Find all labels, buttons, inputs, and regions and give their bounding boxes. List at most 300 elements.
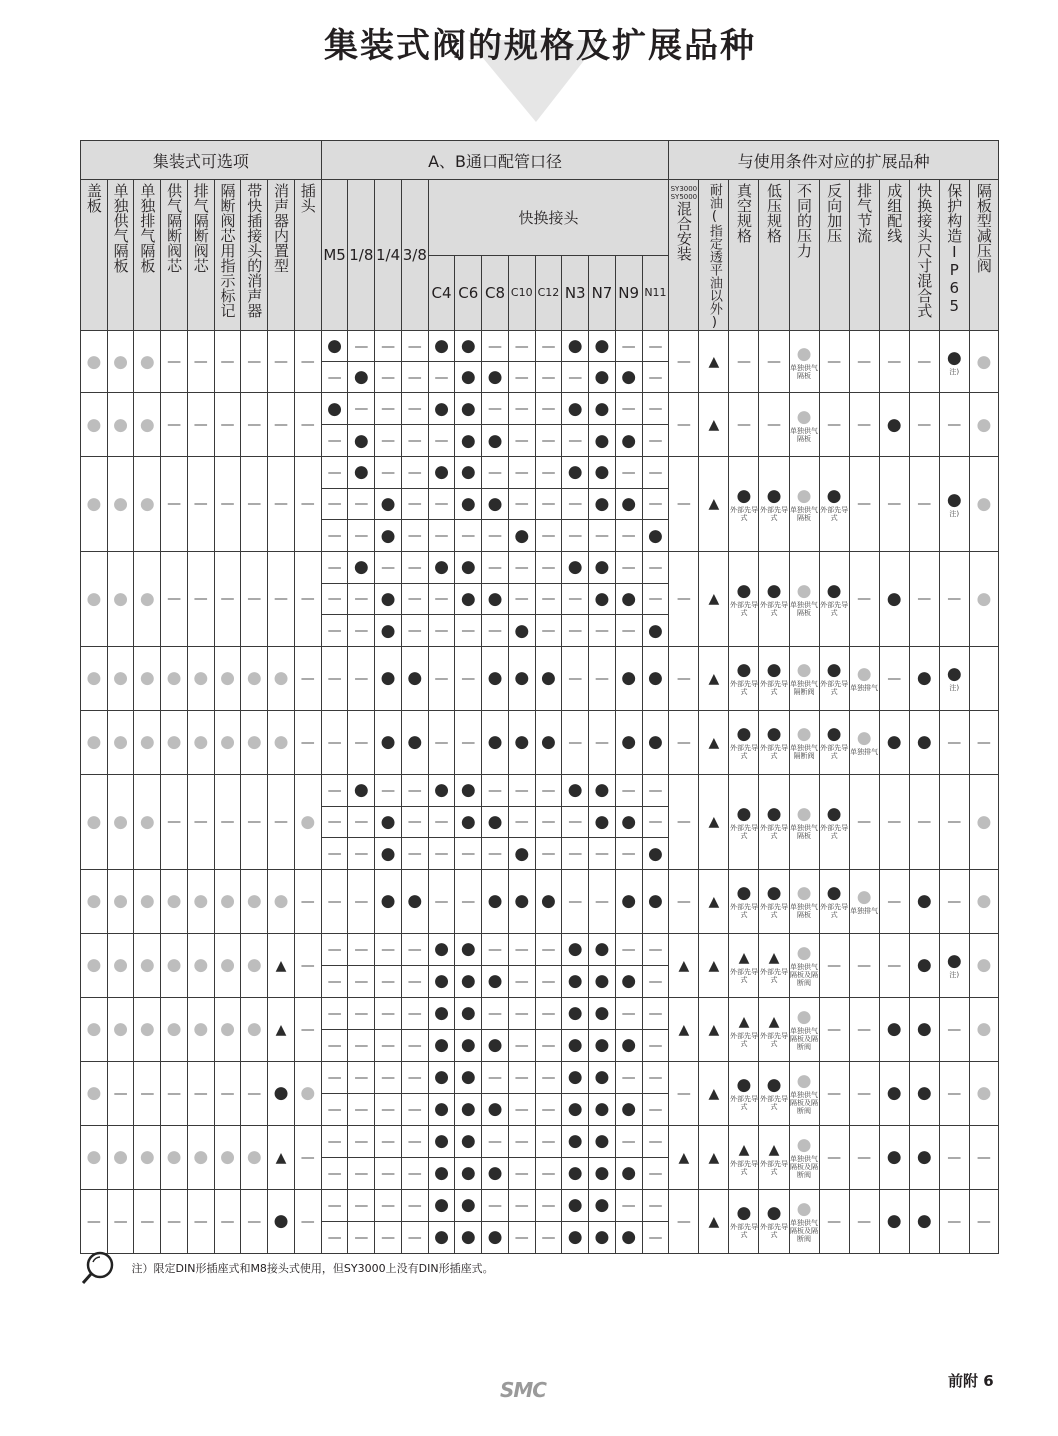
option-cell: ● [187,710,214,774]
option-cell: — [161,774,188,869]
ext-cell: ● [909,997,939,1061]
port-cell: ● [589,362,616,393]
option-cell: — [241,331,268,393]
port-cell: ● [615,425,642,457]
port-cell: — [562,838,589,870]
option-cell: ● [161,646,188,710]
port-cell: — [401,1221,428,1253]
port-cell: — [508,393,535,425]
port-cell: — [508,583,535,615]
col-quick-N7: N7 [589,255,616,331]
col-ext-3: 低压规格 [759,180,789,331]
port-cell: — [348,806,375,838]
option-cell: — [107,1061,134,1125]
ext-cell: — [669,1189,699,1253]
option-cell: ● [268,1061,295,1125]
port-cell: — [428,362,455,393]
option-cell: ● [241,1125,268,1189]
port-cell: — [455,869,482,933]
port-cell: — [348,646,375,710]
port-cell: ● [482,646,509,710]
ext-cell: ● 单独排气 [849,869,879,933]
port-cell: — [428,869,455,933]
port-cell: ● [455,1125,482,1157]
option-cell: — [187,1061,214,1125]
port-cell: ● [482,488,509,520]
port-cell: ● [428,1061,455,1093]
ext-cell: ● 单独供气隔板及隔断阀 [789,1189,819,1253]
port-cell: ● [375,710,402,774]
ext-cell: ● [879,1189,909,1253]
port-cell: — [535,1061,562,1093]
ext-cell: — [819,331,849,393]
port-cell: — [401,997,428,1029]
port-cell: ● [455,1093,482,1125]
port-cell: — [535,1157,562,1189]
option-cell: — [187,774,214,869]
port-cell: ● [428,1125,455,1157]
table-row [81,1189,999,1221]
ext-cell: ● 单独供气隔板及隔断阀 [789,997,819,1061]
col-quick-C12: C12 [535,255,562,331]
col-option-0: 盖板 [81,180,108,331]
port-cell: — [642,1221,669,1253]
port-cell: ● [589,457,616,489]
ext-cell: ● [879,1125,909,1189]
ext-cell: ● [909,710,939,774]
port-cell: ● [562,393,589,425]
port-cell: — [589,646,616,710]
port-cell: — [321,457,348,489]
port-cell: — [428,646,455,710]
ext-cell: — [849,551,879,646]
ext-cell [969,646,998,710]
ext-cell: ● [909,933,939,997]
option-cell: ● [294,1061,321,1125]
option-cell: ● [214,933,241,997]
col-ext-7: 成组配线 [879,180,909,331]
port-cell: ● [348,551,375,583]
port-cell: ● [589,965,616,997]
port-cell: — [642,457,669,489]
ext-cell: ▲ 外部先导式 [759,933,789,997]
table-row [81,457,999,489]
port-cell: — [321,1029,348,1061]
port-cell: ● [375,646,402,710]
option-cell: ● [107,331,134,393]
port-cell: ● [615,488,642,520]
ext-cell: ● 外部先导式 [759,1061,789,1125]
col-ext-6: 排气节流 [849,180,879,331]
ext-cell: — [669,774,699,869]
ext-cell: ● 外部先导式 [819,551,849,646]
col-option-1: 单独供气隔板 [107,180,134,331]
port-cell: — [642,331,669,362]
option-cell: ● [268,710,295,774]
col-ext-4: 不同的压力 [789,180,819,331]
ext-cell: ● 注) [939,646,969,710]
port-cell: ● [562,1221,589,1253]
port-cell: ● [428,933,455,965]
port-cell: ● [589,1029,616,1061]
option-cell: ● [134,774,161,869]
option-cell: ● [81,933,108,997]
port-cell: ● [508,520,535,552]
ext-cell: ● 外部先导式 [729,774,759,869]
port-cell: — [375,393,402,425]
ext-cell: ● 单独供气隔板及隔断阀 [789,1125,819,1189]
ext-cell: ● [909,1189,939,1253]
port-cell: ● [589,1221,616,1253]
port-cell: — [615,551,642,583]
port-cell: ● [401,710,428,774]
option-cell: — [187,457,214,552]
port-cell: — [321,425,348,457]
ext-cell: ● 单独供气隔断阀 [789,710,819,774]
col-quick-N3: N3 [562,255,589,331]
option-cell: ● [134,1125,161,1189]
ext-cell: — [849,457,879,552]
option-cell: ● [107,393,134,457]
port-cell: ● [455,806,482,838]
option-cell: ● [134,997,161,1061]
port-cell: ● [642,520,669,552]
port-cell: — [401,393,428,425]
port-cell: ● [615,362,642,393]
port-cell: — [535,774,562,806]
ext-cell: ● 外部先导式 [729,869,759,933]
port-cell: — [642,806,669,838]
ext-cell: ● 外部先导式 [759,646,789,710]
port-cell: — [428,425,455,457]
ext-cell: ▲ 外部先导式 [759,1125,789,1189]
port-cell: ● [642,710,669,774]
port-cell: ● [562,997,589,1029]
ext-cell: — [909,393,939,457]
ext-cell: ▲ [699,551,729,646]
ext-cell: — [909,774,939,869]
option-cell: — [241,393,268,457]
port-cell: ● [321,393,348,425]
port-cell: — [642,551,669,583]
option-cell: ● [81,1125,108,1189]
port-cell: ● [589,393,616,425]
ext-cell: ● [879,710,909,774]
port-cell: — [321,806,348,838]
spec-table [80,140,999,1254]
option-cell: — [214,457,241,552]
port-cell: — [508,1157,535,1189]
port-cell: — [589,520,616,552]
ext-cell: ● [879,1061,909,1125]
port-cell: ● [455,1029,482,1061]
port-cell: ● [615,710,642,774]
port-cell: — [321,774,348,806]
ext-cell: — [819,933,849,997]
option-cell: — [214,1061,241,1125]
port-cell: ● [375,583,402,615]
ext-cell: — [939,997,969,1061]
port-cell: — [589,710,616,774]
option-cell: — [161,393,188,457]
port-cell: — [348,838,375,870]
col-quick-N11: N11 [642,255,669,331]
option-cell: ▲ [268,1125,295,1189]
ext-cell: ● 单独供气隔板 [789,551,819,646]
port-cell: — [401,1125,428,1157]
port-cell: — [482,615,509,647]
port-cell: — [508,1189,535,1221]
port-cell: — [615,1189,642,1221]
port-cell: ● [535,710,562,774]
ext-cell: ● 外部先导式 [759,1189,789,1253]
port-cell: — [535,583,562,615]
ext-cell: ● 注) [939,933,969,997]
option-cell: ● [134,331,161,393]
port-cell: — [401,583,428,615]
port-cell: ● [375,806,402,838]
port-cell: ● [589,1093,616,1125]
ext-cell: ● [969,997,998,1061]
port-cell: — [428,488,455,520]
port-cell: ● [428,393,455,425]
port-cell: — [321,869,348,933]
port-cell: ● [428,551,455,583]
port-cell: ● [589,1189,616,1221]
port-cell: — [508,1061,535,1093]
port-cell: — [589,838,616,870]
ext-cell: — [849,997,879,1061]
port-cell: — [401,551,428,583]
option-cell: ● [294,774,321,869]
ext-cell: — [849,393,879,457]
table-row [81,1061,999,1093]
option-cell: ● [134,933,161,997]
port-cell: — [321,1189,348,1221]
port-cell: — [508,965,535,997]
col-quick-header: 快换接头 [428,180,669,256]
option-cell: ▲ [268,933,295,997]
option-cell: ● [187,869,214,933]
port-cell: — [535,615,562,647]
ext-cell: — [759,393,789,457]
option-cell: — [187,331,214,393]
port-cell: — [508,331,535,362]
option-cell: ● [161,1125,188,1189]
port-cell: — [615,393,642,425]
option-cell: ● [134,457,161,552]
ext-cell: — [819,1189,849,1253]
port-cell: — [615,520,642,552]
ext-cell: ● [909,646,939,710]
option-cell: — [294,393,321,457]
option-cell: ● [187,933,214,997]
port-cell: — [508,774,535,806]
port-cell: — [321,838,348,870]
port-cell: — [482,520,509,552]
option-cell: — [294,331,321,393]
port-cell: ● [615,583,642,615]
port-cell: — [401,362,428,393]
ext-cell: — [879,646,909,710]
port-cell: — [535,362,562,393]
port-cell: ● [482,1029,509,1061]
ext-cell: — [729,331,759,393]
option-cell: — [241,1189,268,1253]
col-option-5: 隔断阀芯用指示标记 [214,180,241,331]
port-cell: — [455,646,482,710]
port-cell: ● [455,488,482,520]
option-cell: ● [241,646,268,710]
port-cell: ● [642,869,669,933]
ext-cell: ● 外部先导式 [729,646,759,710]
footnote-text: 注）限定DIN形插座式和M8接头式使用，但SY3000上没有DIN形插座式。 [131,1262,494,1275]
option-cell: ● [214,869,241,933]
ext-cell: ● 单独供气隔板 [789,331,819,393]
col-option-6: 带快插接头的消声器 [241,180,268,331]
port-cell: — [401,425,428,457]
option-cell: — [268,457,295,552]
port-cell: ● [321,331,348,362]
ext-cell: ▲ [699,1189,729,1253]
port-cell: — [348,331,375,362]
port-cell: ● [428,1029,455,1061]
ext-cell: — [669,646,699,710]
option-cell: ▲ [268,997,295,1061]
ext-cell: ▲ 外部先导式 [729,933,759,997]
col-port-1: 1/8 [348,180,375,331]
port-cell: ● [428,457,455,489]
port-cell: — [642,1125,669,1157]
port-cell: ● [455,1157,482,1189]
port-cell: — [321,520,348,552]
ext-cell: ▲ [699,933,729,997]
option-cell: ● [107,869,134,933]
port-cell: ● [615,646,642,710]
port-cell: — [348,615,375,647]
option-cell: — [107,1189,134,1253]
port-cell: — [455,838,482,870]
port-cell: ● [562,1157,589,1189]
option-cell: ● [107,646,134,710]
ext-cell: ● [909,869,939,933]
port-cell: — [615,774,642,806]
option-cell: ● [81,393,108,457]
port-cell: — [375,362,402,393]
ext-cell: ▲ 外部先导式 [729,997,759,1061]
port-cell: — [642,362,669,393]
ext-cell: — [849,1061,879,1125]
port-cell: ● [562,457,589,489]
port-cell: — [562,646,589,710]
port-cell: — [401,457,428,489]
port-cell: ● [562,551,589,583]
port-cell: — [375,1093,402,1125]
option-cell: — [81,1189,108,1253]
port-cell: ● [482,425,509,457]
option-cell: ● [107,457,134,552]
ext-cell: ● 外部先导式 [819,457,849,552]
ext-cell: ▲ [669,997,699,1061]
port-cell: ● [428,997,455,1029]
col-option-2: 单独排气隔板 [134,180,161,331]
port-cell: — [535,838,562,870]
port-cell: — [401,774,428,806]
port-cell: ● [589,488,616,520]
ext-cell: ● 单独供气隔断阀 [789,646,819,710]
ext-cell: ● 单独供气隔板 [789,393,819,457]
port-cell: ● [455,393,482,425]
ext-cell: — [849,1189,879,1253]
port-cell: ● [589,1061,616,1093]
port-cell: — [508,457,535,489]
page-number: 前附 6 [948,1372,994,1390]
port-cell: — [321,1221,348,1253]
option-cell: — [161,331,188,393]
option-cell: — [161,551,188,646]
ext-cell: ● [969,457,998,552]
ext-cell: — [879,774,909,869]
port-cell: ● [508,646,535,710]
port-cell: — [615,615,642,647]
option-cell: ● [81,646,108,710]
option-cell: ● [214,1125,241,1189]
port-cell: — [562,488,589,520]
ext-cell: — [819,393,849,457]
table-row [81,774,999,806]
ext-cell: — [669,710,699,774]
smc-logo: SMC [500,1378,546,1402]
ext-cell: ● 外部先导式 [759,551,789,646]
port-cell: ● [642,838,669,870]
table-row [81,710,999,774]
option-cell: ● [241,933,268,997]
ext-cell: ● [969,393,998,457]
port-cell: ● [455,933,482,965]
option-cell: ● [268,869,295,933]
table-row [81,646,999,710]
option-cell: — [187,393,214,457]
port-cell: — [482,838,509,870]
port-cell: — [535,393,562,425]
ext-cell: — [849,774,879,869]
port-cell: ● [615,1221,642,1253]
port-cell: ● [482,362,509,393]
col-option-4: 排气隔断阀芯 [187,180,214,331]
table-row [81,1125,999,1157]
ext-cell: ● 单独排气 [849,646,879,710]
group-ext: 与使用条件对应的扩展品种 [669,141,999,180]
option-cell: ● [81,1061,108,1125]
ext-cell: — [819,1125,849,1189]
port-cell: — [535,1221,562,1253]
port-cell: ● [562,965,589,997]
ext-cell: — [939,1061,969,1125]
port-cell: — [375,1029,402,1061]
option-cell: — [294,933,321,997]
ext-cell: — [969,1125,998,1189]
port-cell: — [348,1029,375,1061]
option-cell: ● [107,774,134,869]
port-cell: ● [401,646,428,710]
option-cell: ● [134,393,161,457]
ext-cell: ● 外部先导式 [759,457,789,552]
col-option-7: 消声器内置型 [268,180,295,331]
option-cell: — [187,551,214,646]
ext-cell: ● 外部先导式 [819,710,849,774]
ext-cell: — [669,1061,699,1125]
option-cell: — [214,331,241,393]
